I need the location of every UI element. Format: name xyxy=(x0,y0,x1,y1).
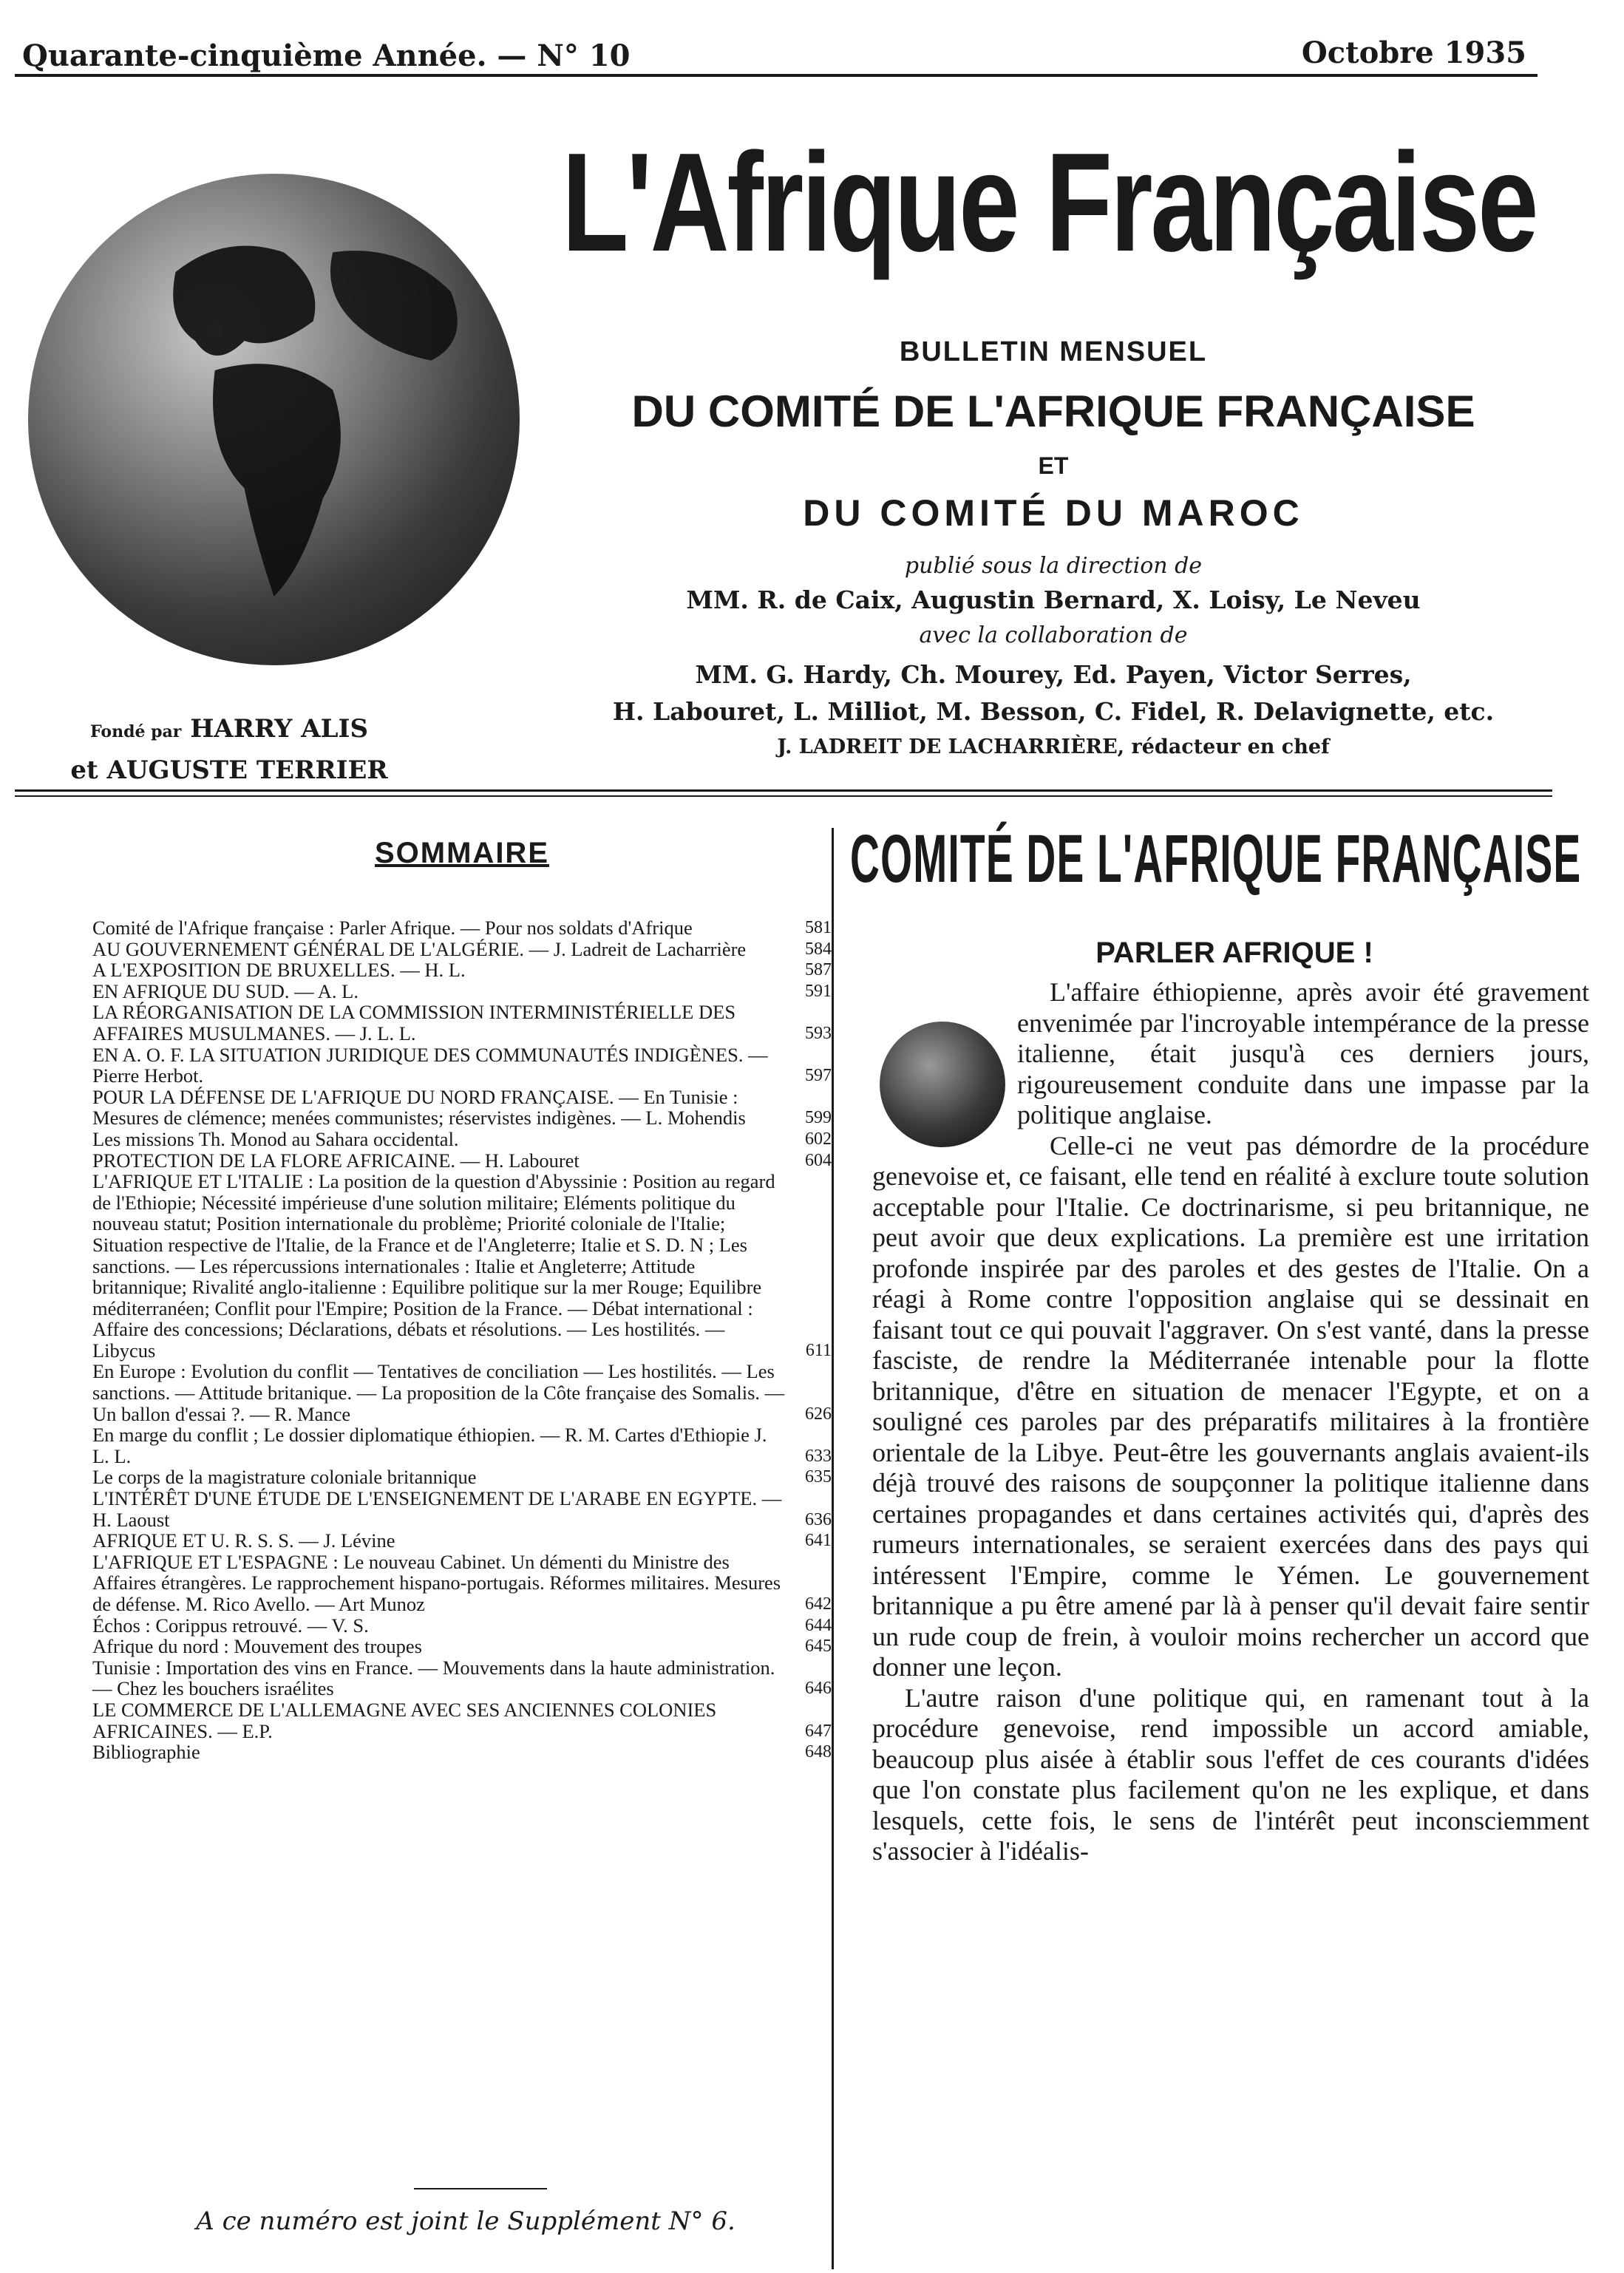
editor-in-chief: J. LADREIT DE LACHARRIÈRE, rédacteur en chef xyxy=(777,735,1330,758)
founded-label: Fondé par xyxy=(89,722,182,741)
toc-entry[interactable]: EN AFRIQUE DU SUD. — A. L. 591 xyxy=(92,979,832,1002)
article-body xyxy=(872,977,1589,1867)
toc-entry[interactable]: Tunisie : Importation des vins en France. — Mouvements dans la haute administration. — Chez les bouchers israélites 646 xyxy=(92,1656,832,1700)
section-title: COMITÉ DE L'AFRIQUE FRANÇAISE xyxy=(850,821,1582,897)
toc-entry[interactable]: EN A. O. F. LA SITUATION JURIDIQUE DES COMMUNAUTÉS INDIGÈNES. — Pierre Herbot. 597 xyxy=(92,1043,832,1087)
article-paragraph: L'autre raison d'une politique qui, en ramenant tout à la procédure genevoise, rend impossible un accord amiable, beaucoup plus aisée à établir sous l'effet de ces courants d'idées que l'on constate plus facilement qu'on ne les explique, et dans lesquels, cette fois, le sens de l'intérêt peut inconsciemment s'associer à l'idéalis- xyxy=(872,1682,1589,1866)
collab-label: avec la collaboration de xyxy=(919,622,1188,648)
toc-entry[interactable]: Le corps de la magistrature coloniale britannique 635 xyxy=(92,1466,832,1489)
section-rule xyxy=(15,789,1552,792)
globe-continents xyxy=(28,174,520,665)
header-rule xyxy=(15,74,1538,77)
collaborators-2: H. Labouret, L. Milliot, M. Besson, C. Fidel, R. Delavignette, etc. xyxy=(612,697,1495,726)
toc-entry[interactable]: En marge du conflit ; Le dossier diplomatique éthiopien. — R. M. Cartes d'Ethiopie J. L. L. 633 xyxy=(92,1424,832,1467)
toc-entry[interactable]: Afrique du nord : Mouvement des troupes 645 xyxy=(92,1635,832,1658)
founders xyxy=(22,710,436,789)
toc-entry[interactable]: Comité de l'Afrique française : Parler Afrique. — Pour nos soldats d'Afrique 581 xyxy=(92,917,832,939)
sommaire-column xyxy=(92,837,832,1763)
founder-1: HARRY ALIS xyxy=(190,714,369,744)
directors: MM. R. de Caix, Augustin Bernard, X. Loisy, Le Neveu xyxy=(686,585,1421,614)
article-title: PARLER AFRIQUE ! xyxy=(1095,937,1373,969)
toc-entry[interactable]: LE COMMERCE DE L'ALLEMAGNE AVEC SES ANCIENNES COLONIES AFRICAINES. — E.P. 647 xyxy=(92,1698,832,1742)
comite-label: DU COMITÉ DE L'AFRIQUE FRANÇAISE xyxy=(631,387,1475,436)
toc-entry[interactable]: POUR LA DÉFENSE DE L'AFRIQUE DU NORD FRANÇAISE. — En Tunisie : Mesures de clémence; menées communistes; réservistes indigènes. — L. Mohendis 599 xyxy=(92,1085,832,1129)
section-rule-thin xyxy=(15,795,1552,797)
table-of-contents xyxy=(92,917,832,1763)
et-label: ET xyxy=(1038,452,1069,479)
globe-icon xyxy=(880,1022,1005,1147)
toc-entry[interactable]: AU GOUVERNEMENT GÉNÉRAL DE L'ALGÉRIE. — J. Ladreit de Lacharrière 584 xyxy=(92,937,832,960)
article-paragraph: Celle-ci ne veut pas démordre de la procédure genevoise et, ce faisant, elle tend en réalité à exclure toute solution acceptable pour l'Italie. Ce doctrinarisme, si peu britannique, ne peut avoir que deux explications. La première est une irritation profonde inspirée par des paroles et des gestes de l'Italie. On a réagi à Rome contre l'opposition anglaise qui se dessinait en faisant tout ce qui pouvait l'aggraver. On s'est vanté, dans la presse fasciste, de rendre la Méditerranée intenable pour la flotte britannique, d'être en situation de menacer l'Egypte, et on a souligné ces paroles par des préparatifs militaires à la frontière orientale de la Libye. Peut-être les gouvernants anglais avaient-ils déjà trouvé des raisons de soupçonner la politique italienne dans certaines propagandes et dans certaines activités qui, d'après des rumeurs internationales, se seraient exercées dans des pays qui intéressent l'Empire, comme le Yémen. Le gouvernement britannique a pu être amené par là à penser qu'il devait faire sentir un rude coup de frein, à vouloir moins rechercher un accord que donner une leçon. xyxy=(872,1130,1589,1682)
footnote-rule xyxy=(414,2188,547,2189)
toc-entry[interactable]: L'AFRIQUE ET L'ESPAGNE : Le nouveau Cabinet. Un démenti du Ministre des Affaires étrangères. Le rapprochement hispano-portugais. Réformes militaires. Mesures de défense. M. Rico Avello. — Art Munoz 642 xyxy=(92,1550,832,1615)
article-column xyxy=(850,820,1589,1867)
globe-illustration xyxy=(28,174,520,665)
maroc-label: DU COMITÉ DU MAROC xyxy=(803,492,1304,534)
issue-line: Quarante-cinquième Année. — N° 10 xyxy=(22,38,631,73)
founder-2: et AUGUSTE TERRIER xyxy=(70,755,388,785)
toc-entry[interactable]: AFRIQUE ET U. R. S. S. — J. Lévine 641 xyxy=(92,1529,832,1552)
toc-entry[interactable]: Échos : Corippus retrouvé. — V. S. 644 xyxy=(92,1614,832,1637)
toc-entry[interactable]: L'AFRIQUE ET L'ITALIE : La position de la question d'Abyssinie : Position au regard de l'Ethiopie; Nécessité impérieuse d'une solution militaire; Eléments politique du nouveau statut; Position internationale du problème; Priorité coloniale de l'Italie; Situation respective de l'Italie, de la France et de l'Angleterre; Italie et S. D. N ; Les sanctions. — Les répercussions internationales : Italie et Angleterre; Attitude britannique; Rivalité anglo-italienne : Equilibre politique sur la mer Rouge; Equilibre méditerranéen; Conflit pour l'Empire; Position de la France. — Débat international : Affaire des concessions; Déclarations, débats et résolutions. — Les hostilités. — Libycus 611 xyxy=(92,1170,832,1362)
issue-date: Octobre 1935 xyxy=(1301,35,1526,70)
column-divider xyxy=(832,828,834,2269)
toc-entry[interactable]: Les missions Th. Monod au Sahara occidental. 602 xyxy=(92,1127,832,1150)
toc-entry[interactable]: Bibliographie 648 xyxy=(92,1741,832,1764)
toc-entry[interactable]: L'INTÉRÊT D'UNE ÉTUDE DE L'ENSEIGNEMENT DE L'ARABE EN EGYPTE. — H. Laoust 636 xyxy=(92,1487,832,1531)
newspaper-title: L'Afrique Française xyxy=(562,124,1537,281)
collaborators-1: MM. G. Hardy, Ch. Mourey, Ed. Payen, Victor Serres, xyxy=(695,660,1412,689)
bulletin-label: BULLETIN MENSUEL xyxy=(899,336,1208,367)
toc-entry[interactable]: A L'EXPOSITION DE BRUXELLES. — H. L. 587 xyxy=(92,959,832,982)
toc-entry[interactable]: PROTECTION DE LA FLORE AFRICAINE. — H. Labouret 604 xyxy=(92,1149,832,1172)
toc-entry[interactable]: En Europe : Evolution du conflit — Tentatives de conciliation — Les hostilités. — Les sanctions. — Attitude britanique. — La proposition de la Côte française des Somalis. — Un ballon d'essai ?. — R. Mance 626 xyxy=(92,1360,832,1425)
toc-entry[interactable]: LA RÉORGANISATION DE LA COMMISSION INTERMINISTÉRIELLE DES AFFAIRES MUSULMANES. — J. L. L. 593 xyxy=(92,1001,832,1044)
supplement-note: A ce numéro est joint le Supplément N° 6. xyxy=(196,2206,735,2236)
article-paragraph: L'affaire éthiopienne, après avoir été gravement envenimée par l'incroyable intempérance de la presse italienne, était jusqu'à ces derniers jours, rigoureusement conduite dans une impasse par la politique anglaise. xyxy=(1017,977,1589,1129)
direction-label: publié sous la direction de xyxy=(904,553,1203,579)
sommaire-title: SOMMAIRE xyxy=(375,837,549,869)
